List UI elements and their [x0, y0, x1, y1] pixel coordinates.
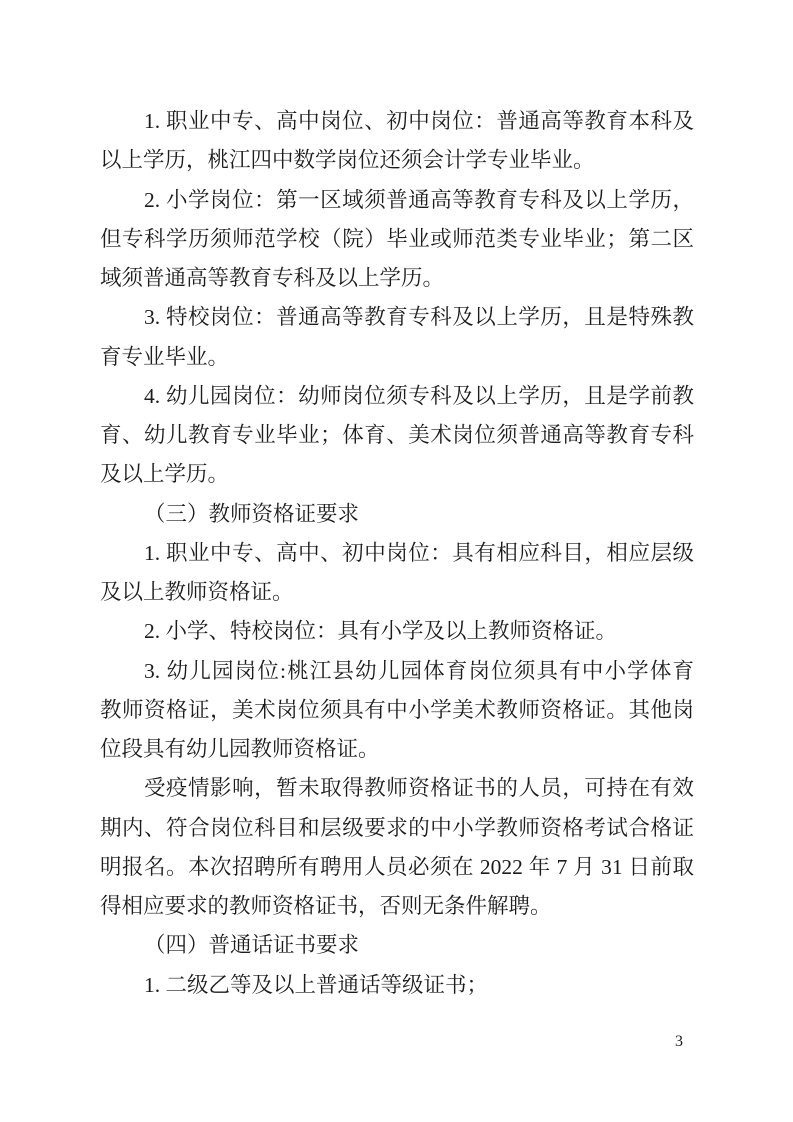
text-line: 4. 幼儿园岗位：幼师岗位须专科及以上学历，且是学前教: [144, 383, 694, 408]
text-line: 3. 特校岗位：普通高等教育专科及以上学历，且是特殊教: [144, 305, 694, 330]
text-line: 但专科学历须师范学校（院）毕业或师范类专业毕业；第二区: [100, 226, 694, 251]
text-line: 育、幼儿教育专业毕业；体育、美术岗位须普通高等教育专科: [100, 423, 694, 447]
text-line: 育专业毕业。: [100, 344, 230, 369]
section-heading: （四）普通话证书要求: [144, 933, 360, 958]
text-line: 3. 幼儿园岗位:桃江县幼儿园体育岗位须具有中小学体育: [144, 658, 694, 683]
text-line: 1. 二级乙等及以上普通话等级证书；: [144, 972, 489, 997]
text-line: 期内、符合岗位科目和层级要求的中小学教师资格考试合格证: [100, 815, 694, 840]
section-heading: （三）教师资格证要求: [144, 501, 360, 526]
text-line: 2. 小学岗位：第一区域须普通高等教育专科及以上学历，: [144, 187, 694, 212]
text-line: 得相应要求的教师资格证书，否则无条件解聘。: [100, 894, 552, 918]
text-line: 1. 职业中专、高中岗位、初中岗位：普通高等教育本科及: [144, 109, 694, 133]
text-line: 及以上学历。: [100, 462, 230, 487]
text-line: 明报名。本次招聘所有聘用人员必须在 2022 年 7 月 31 日前取: [100, 854, 694, 879]
text-line: 受疫情影响，暂未取得教师资格证书的人员，可持在有效: [144, 776, 694, 801]
text-line: 域须普通高等教育专科及以上学历。: [100, 266, 445, 290]
text-line: 以上学历，桃江四中数学岗位还须会计学专业毕业。: [100, 148, 595, 173]
text-line: 2. 小学、特校岗位：具有小学及以上教师资格证。: [144, 619, 618, 644]
text-line: 1. 职业中专、高中、初中岗位：具有相应科目，相应层级: [144, 540, 694, 565]
text-line: 教师资格证，美术岗位须具有中小学美术教师资格证。其他岗: [100, 697, 694, 722]
document-body: [100, 102, 694, 1005]
page-number: 3: [675, 1033, 683, 1050]
text-line: 及以上教师资格证。: [100, 580, 294, 604]
text-line: 位段具有幼儿园教师资格证。: [100, 737, 380, 761]
